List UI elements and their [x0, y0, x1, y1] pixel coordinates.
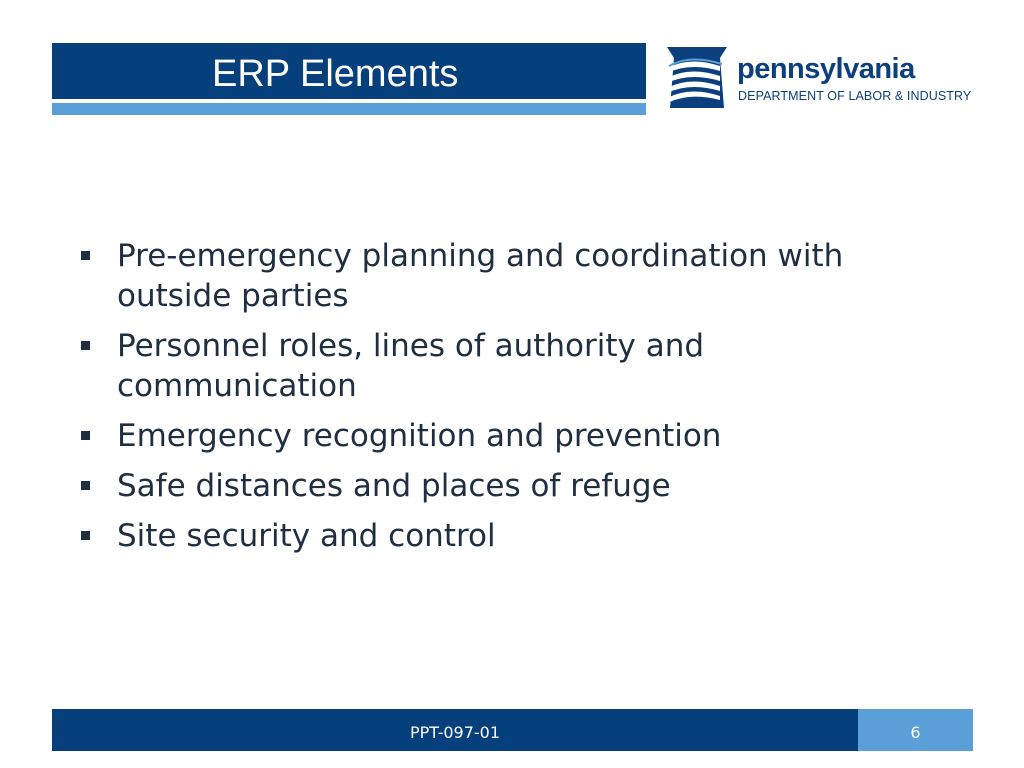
bullet-text: Site security and control: [117, 518, 496, 554]
bullet-text: Safe distances and places of refuge: [117, 468, 671, 504]
square-bullet-icon: [81, 531, 90, 540]
footer-code: PPT-097-01: [409, 723, 501, 742]
list-item: [76, 416, 946, 456]
bullet-text: Emergency recognition and prevention: [117, 418, 722, 454]
bullet-text: Pre-emergency planning and coordination with outside parties: [117, 238, 844, 314]
keystone-flag-icon: [664, 42, 730, 112]
list-item: [76, 236, 946, 316]
list-item: [76, 326, 946, 406]
bullet-text: Personnel roles, lines of authority and communication: [117, 328, 705, 404]
square-bullet-icon: [81, 431, 90, 440]
list-item: [76, 516, 946, 556]
square-bullet-icon: [81, 251, 90, 260]
page-number: 6: [910, 723, 921, 742]
title-underline: [52, 103, 646, 115]
logo-department: DEPARTMENT OF LABOR & INDUSTRY: [738, 89, 972, 103]
bullet-list: [76, 236, 946, 566]
square-bullet-icon: [81, 481, 90, 490]
square-bullet-icon: [81, 341, 90, 350]
logo-name: pennsylvania: [737, 53, 915, 85]
pa-logo: [664, 42, 984, 112]
page-number-box: [858, 709, 973, 751]
footer-bar: [52, 709, 858, 751]
slide-title: ERP Elements: [212, 53, 459, 95]
list-item: [76, 466, 946, 506]
